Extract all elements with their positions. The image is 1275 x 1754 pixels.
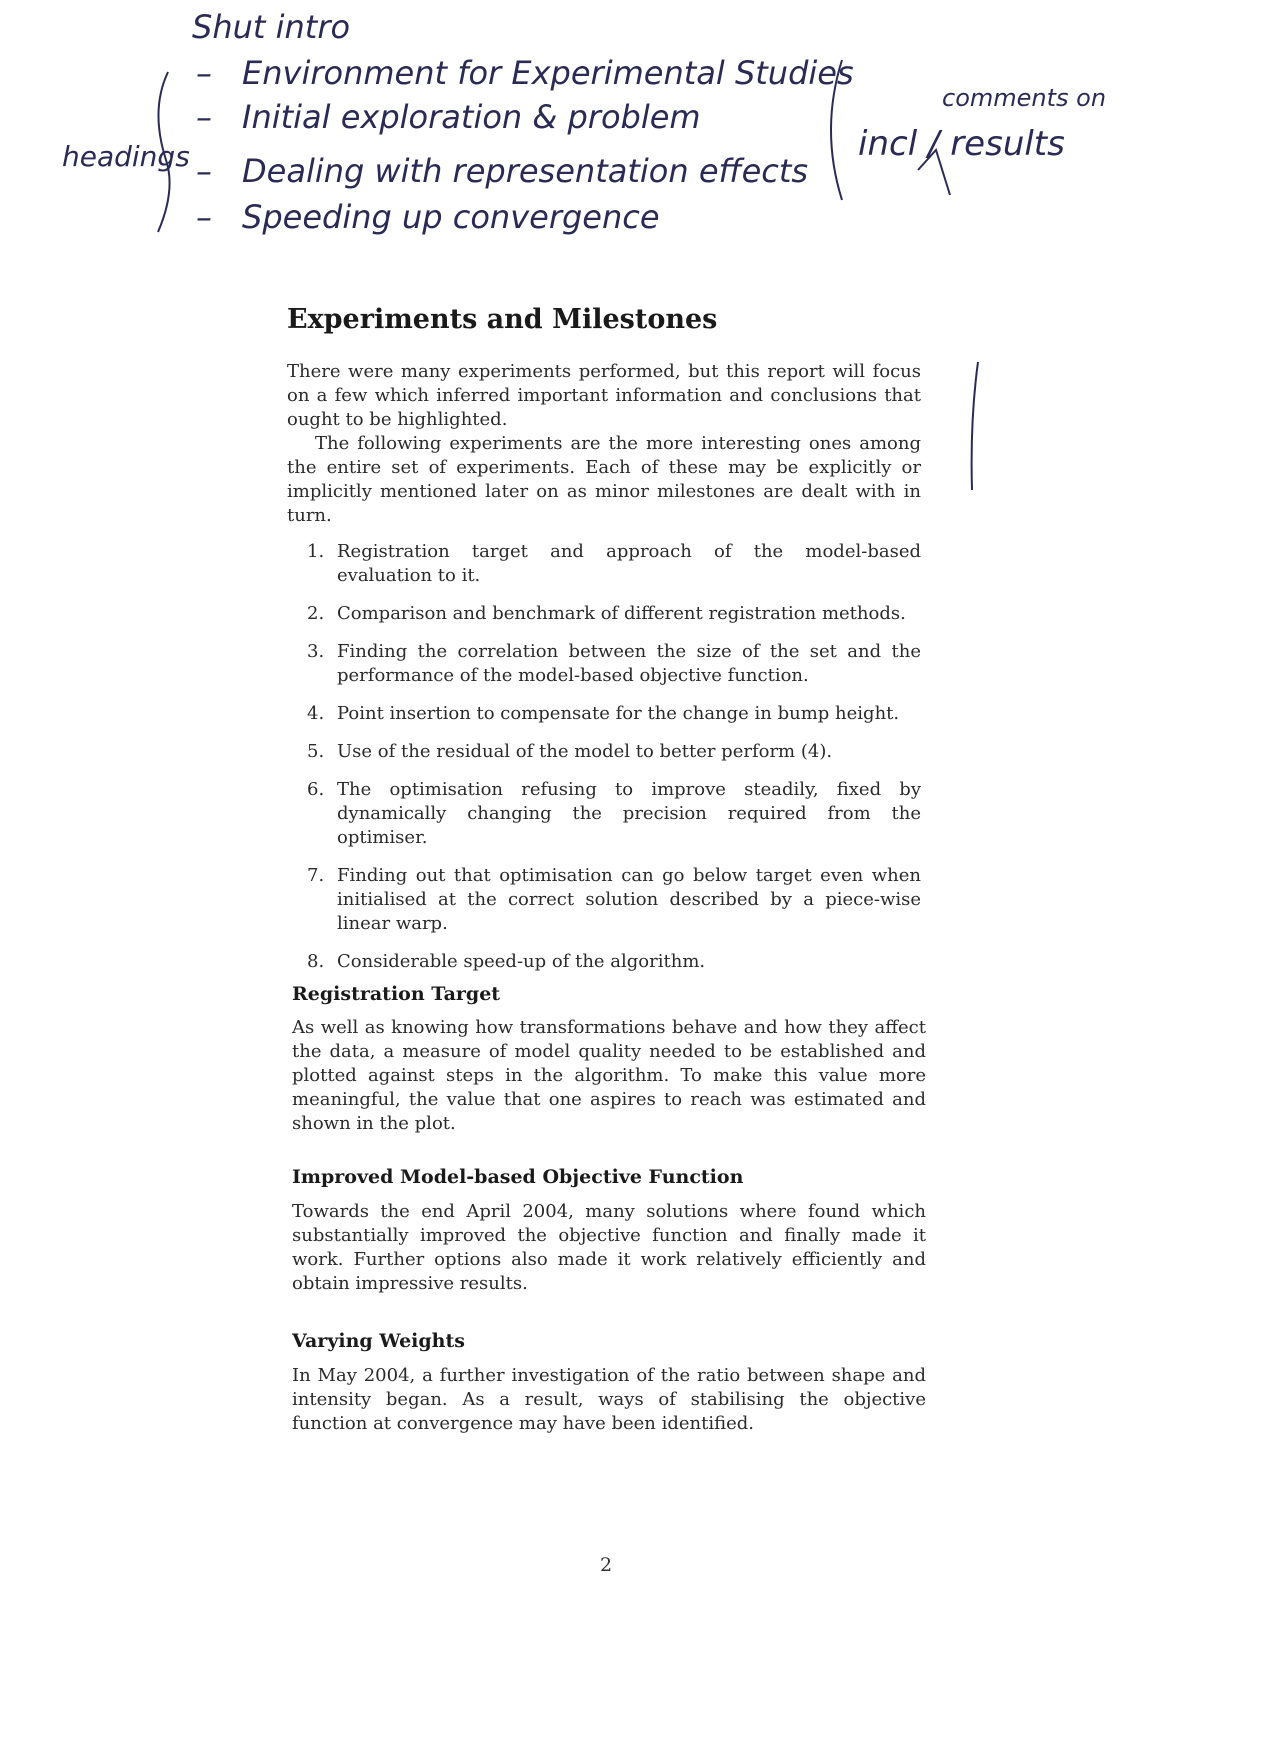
list-item: 4. Point insertion to compensate for the change in bump height. (307, 703, 900, 724)
list-item: 1. Registration target and approach of the model-based evaluation to it. (307, 541, 921, 586)
section-heading: Experiments and Milestones (287, 304, 718, 335)
handwritten-note-right-bottom: incl / results (858, 124, 1065, 164)
insertion-mark (918, 150, 950, 195)
subsection-heading: Improved Model-based Objective Function (292, 1166, 744, 1188)
list-item: 3. Finding the correlation between the size of the set and the performance of the model-based objective function. (307, 641, 921, 686)
margin-line-mark (972, 362, 978, 490)
subsection-paragraph: In May 2004, a further investigation of the ratio between shape and intensity began. As a result, ways of stabilising the objective function at convergence may have been identified. (292, 1365, 926, 1434)
handwritten-item: – Initial exploration & problem (196, 98, 701, 136)
list-item: 7. Finding out that optimisation can go below target even when initialised at the correct solution described by a piece-wise linear warp. (307, 865, 921, 934)
right-bracket-mark (831, 60, 842, 200)
subsection-paragraph: Towards the end April 2004, many solutions where found which substantially improved the objective function and finally made it work. Further options also made it work relatively efficiently and obtain impressive results. (292, 1201, 926, 1294)
handwritten-item: – Speeding up convergence (196, 198, 660, 236)
subsection-heading: Registration Target (292, 983, 501, 1005)
list-item: 2. Comparison and benchmark of different registration methods. (307, 603, 906, 624)
milestone-list (287, 540, 921, 988)
intro-paragraph: There were many experiments performed, but this report will focus on a few which inferred important information and conclusions that ought to be highlighted. (287, 361, 921, 430)
list-item: 8. Considerable speed-up of the algorithm. (307, 951, 706, 972)
subsection-heading: Varying Weights (292, 1330, 465, 1352)
intro-paragraph: The following experiments are the more interesting ones among the entire set of experiments. Each of these may be explicitly or implicitly mentioned later on as minor milestones are dealt with in turn. (287, 433, 921, 526)
subsection-paragraph: As well as knowing how transformations behave and how they affect the data, a measure of model quality needed to be established and plotted against steps in the algorithm. To make this value more meaningful, the value that one aspires to reach was estimated and shown in the plot. (292, 1017, 926, 1134)
list-item: 5. Use of the residual of the model to better perform (4). (307, 741, 833, 762)
handwritten-item: – Dealing with representation effects (196, 152, 809, 190)
handwritten-item: – Environment for Experimental Studies (196, 54, 854, 92)
page-number: 2 (600, 1554, 613, 1576)
handwritten-note-left: headings (62, 140, 190, 173)
handwritten-note-title: Shut intro (192, 8, 351, 46)
handwritten-note-right-top: comments on (942, 84, 1107, 112)
list-item: 6. The optimisation refusing to improve steadily, fixed by dynamically changing the precision required from the optimiser. (307, 779, 921, 848)
left-bracket-mark (158, 72, 170, 232)
